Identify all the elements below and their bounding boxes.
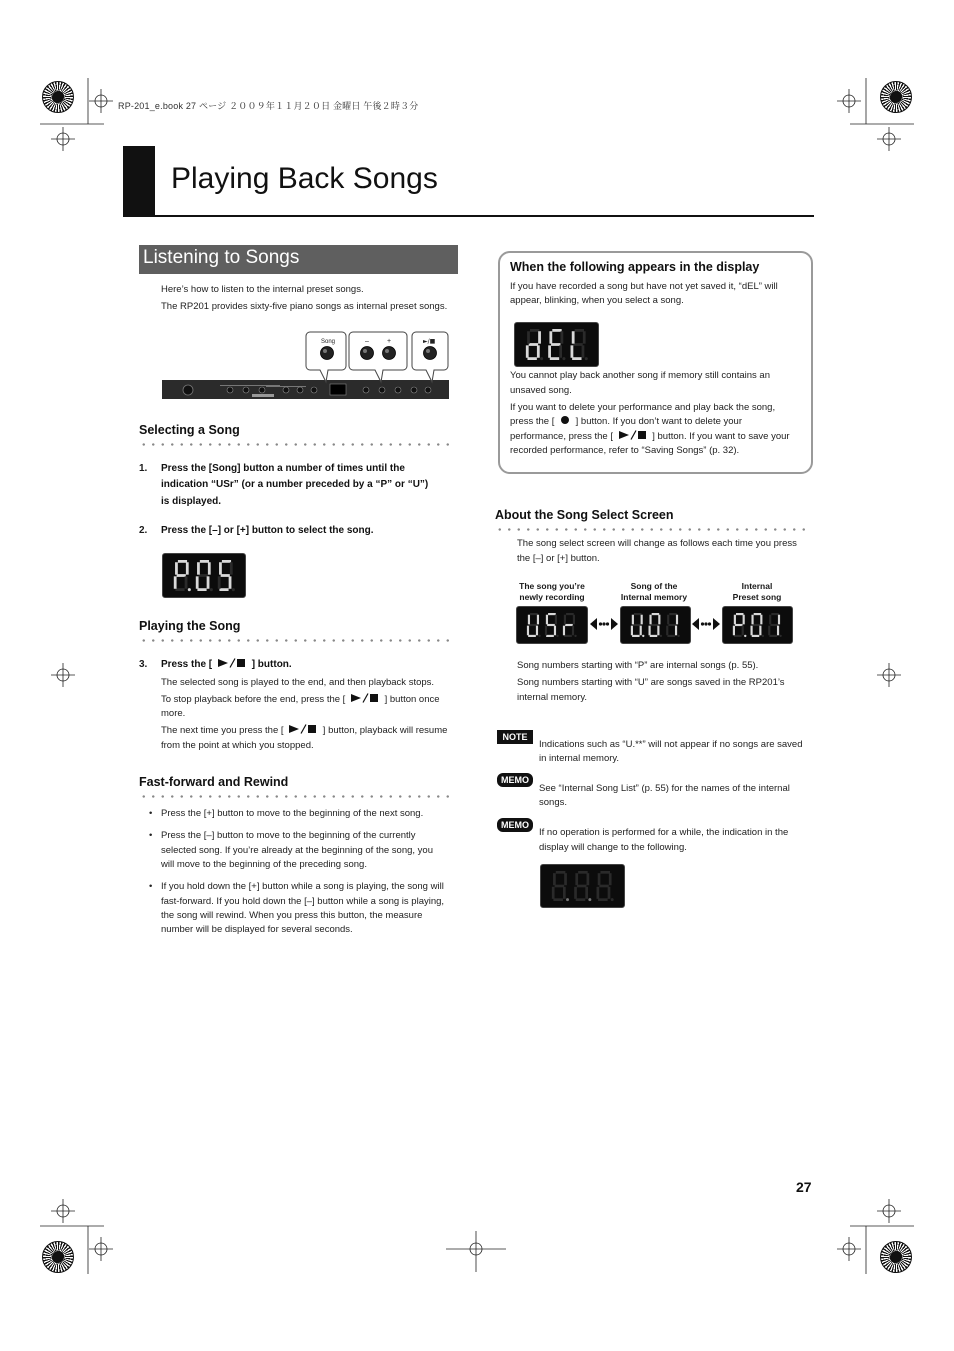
select-note-1: Song numbers starting with “P” are internal songs (p. 55). <box>517 660 759 671</box>
segment-c <box>608 887 611 899</box>
segment-c <box>657 626 659 636</box>
segment-b <box>208 562 211 574</box>
segment-f <box>734 615 736 625</box>
panel-illustration <box>160 328 460 408</box>
box-heading: When the following appears in the display <box>510 260 760 274</box>
segment-f <box>527 331 530 343</box>
box-p3-line-1: If you want to delete your performance and play back the song, <box>510 402 776 413</box>
segment-e <box>751 626 753 636</box>
double-arrow-icon <box>589 616 619 632</box>
decimal-point <box>232 588 235 591</box>
segment-g <box>565 624 573 626</box>
segment-g <box>177 574 186 577</box>
segment-f <box>564 615 566 625</box>
ff-bullet-3-line-2: fast-forward. If you hold down the [–] button while a song is playing, <box>161 896 445 907</box>
segment-c <box>537 345 540 357</box>
ff-bullet-3-line-3: the song will rewind. When you press this button, the measure <box>161 910 423 921</box>
note-line-1: Indications such as “U.**” will not appear if no songs are saved <box>539 739 803 750</box>
segment-b <box>743 615 745 625</box>
step-1-line-1: Press the [Song] button a number of times until the <box>161 463 405 474</box>
segment-a <box>200 560 209 563</box>
heading-ff-rewind: Fast-forward and Rewind <box>139 775 289 789</box>
select-note-2-line-1: Song numbers starting with “U” are songs saved in the RP201’s <box>517 677 785 688</box>
memo-1-line-2: songs. <box>539 797 567 808</box>
segment-a <box>556 871 566 874</box>
record-icon <box>557 415 573 425</box>
bullet-dot: • <box>149 808 153 819</box>
decimal-point <box>556 635 558 637</box>
segment-b <box>573 615 575 625</box>
segment-c <box>585 887 588 899</box>
playing-paragraph-2-post: ] button once <box>384 694 440 705</box>
decimal-point <box>588 898 591 901</box>
page-title: Playing Back Songs <box>171 162 438 195</box>
box-p2-line-1: You cannot play back another song if memory still contains an <box>510 370 770 381</box>
box-p2-line-2: unsaved song. <box>510 385 572 396</box>
decimal-point <box>574 635 576 637</box>
segment-d <box>197 588 206 591</box>
box-p3-line-3-pre: performance, press the [ <box>510 431 613 442</box>
step-3-text <box>161 657 292 674</box>
segment-g <box>770 624 777 626</box>
display-u01 <box>620 606 691 644</box>
segment-f <box>572 331 575 343</box>
segment-a <box>575 329 584 332</box>
decimal-point <box>562 357 565 360</box>
playing-paragraph-3-line-2: from the point at which you stopped. <box>161 740 314 751</box>
panel-minus-label: – <box>365 338 369 345</box>
decimal-point <box>611 898 614 901</box>
segment-g <box>599 885 609 888</box>
segment-c <box>559 345 562 357</box>
decimal-point <box>762 635 764 637</box>
segment-e <box>548 345 551 357</box>
segment-a <box>578 871 588 874</box>
segment-g <box>555 885 565 888</box>
memo-2-line-1: If no operation is performed for a while, the indication in the <box>539 827 789 838</box>
label-preset-song-line-1: Internal <box>741 581 773 591</box>
segment-a <box>530 613 538 615</box>
segment-a <box>552 329 561 332</box>
panel-song-label: Song <box>321 339 336 345</box>
segment-d <box>769 635 776 637</box>
segment-c <box>563 887 566 899</box>
segment-b <box>560 331 563 343</box>
segment-b <box>230 562 233 574</box>
ff-bullet-3-line-4: number will be displayed for several seconds. <box>161 924 353 935</box>
segment-b <box>609 873 612 885</box>
playing-paragraph-2-line-2: more. <box>161 708 186 719</box>
segment-b <box>537 615 539 625</box>
playing-paragraph-3-pre: The next time you press the [ <box>161 725 284 736</box>
play-stop-icon <box>286 724 320 734</box>
segment-g <box>735 624 742 626</box>
decimal-point <box>779 635 781 637</box>
label-newly-recording-line-2: newly recording <box>519 592 585 602</box>
segment-f <box>528 615 530 625</box>
memo-tag: MEMO <box>497 773 533 787</box>
play-stop-icon <box>616 430 650 440</box>
segment-e <box>218 576 221 588</box>
dotted-rule <box>139 639 455 642</box>
panel-plus-label: + <box>387 338 392 345</box>
segment-a <box>566 613 574 615</box>
segment-d <box>546 635 554 637</box>
playing-paragraph-2 <box>161 693 440 708</box>
segment-f <box>546 615 548 625</box>
segment-d <box>576 898 586 901</box>
segment-e <box>526 345 529 357</box>
segment-c <box>554 626 556 636</box>
segment-g <box>651 624 658 626</box>
segment-c <box>777 626 779 636</box>
box-p3-line-3 <box>510 430 790 445</box>
segment-d <box>598 898 608 901</box>
label-internal-memory-line-2: Internal memory <box>620 592 688 602</box>
intro-line-2: The RP201 provides sixty-five piano songs as internal preset songs. <box>161 301 448 312</box>
decimal-point <box>660 635 662 637</box>
step-3-text-post: ] button. <box>251 659 292 670</box>
segment-f <box>667 615 669 625</box>
segment-g <box>753 624 760 626</box>
segment-b <box>583 331 586 343</box>
segment-a <box>736 613 743 615</box>
bullet-dot: • <box>149 881 153 892</box>
segment-c <box>207 576 210 588</box>
segment-f <box>549 331 552 343</box>
segment-f <box>598 873 601 885</box>
segment-f <box>219 562 222 574</box>
segment-e <box>666 626 668 636</box>
label-preset-song <box>712 581 802 603</box>
segment-a <box>754 613 761 615</box>
decimal-point <box>210 588 213 591</box>
segment-b <box>676 615 678 625</box>
box-p3-line-2-pre: press the [ <box>510 416 555 427</box>
segment-a <box>548 613 556 615</box>
segment-c <box>675 626 677 636</box>
label-internal-memory-line-1: Song of the <box>630 581 678 591</box>
label-internal-memory <box>609 581 699 603</box>
ff-bullet-2-line-1: Press the [–] button to move to the beginning of the currently <box>161 830 416 841</box>
segment-c <box>759 626 761 636</box>
segment-e <box>733 626 735 636</box>
segment-e <box>574 887 577 899</box>
segment-c <box>229 576 232 588</box>
print-header: RP-201_e.book 27 ページ ２００９年１１月２０日 金曜日 午後２時３分 <box>118 101 419 111</box>
segment-e <box>649 626 651 636</box>
segment-c <box>536 626 538 636</box>
display-del <box>514 322 599 367</box>
step-1-number: 1. <box>139 463 148 474</box>
segment-g <box>633 624 640 626</box>
segment-c <box>742 626 744 636</box>
segment-a <box>600 871 610 874</box>
page-number: 27 <box>796 1179 812 1195</box>
segment-a <box>669 613 676 615</box>
display-p01 <box>722 606 793 644</box>
segment-e <box>174 576 177 588</box>
segment-g <box>221 574 230 577</box>
decimal-point <box>642 635 644 637</box>
select-intro-line-1: The song select screen will change as follows each time you press <box>517 538 797 549</box>
segment-g <box>547 624 555 626</box>
playing-paragraph-3-post: ] button, playback will resume <box>322 725 448 736</box>
segment-g <box>529 343 538 346</box>
segment-g <box>199 574 208 577</box>
segment-d <box>667 635 674 637</box>
decimal-point <box>540 357 543 360</box>
segment-g <box>529 624 537 626</box>
segment-c <box>640 626 642 636</box>
segment-c <box>572 626 574 636</box>
ff-bullet-2-line-2: selected song. If you’re already at the beginning of the song, you <box>161 845 433 856</box>
select-note-2-line-2: internal memory. <box>517 692 588 703</box>
label-preset-song-line-2: Preset song <box>732 592 782 602</box>
segment-a <box>634 613 641 615</box>
segment-a <box>652 613 659 615</box>
step-2-number: 2. <box>139 525 148 536</box>
segment-a <box>222 560 231 563</box>
box-p3-line-3-post: ] button. If you want to save your <box>652 431 790 442</box>
step-1-line-2: indication “USr” (or a number preceded by a “P” or “U”) <box>161 479 429 490</box>
step-2-text: Press the [–] or [+] button to select the song. <box>161 525 374 536</box>
segment-d <box>528 635 536 637</box>
segment-d <box>175 588 184 591</box>
heading-song-select: About the Song Select Screen <box>495 508 674 522</box>
select-intro-line-2: the [–] or [+] button. <box>517 553 600 564</box>
segment-g <box>551 343 560 346</box>
label-newly-recording <box>508 581 596 603</box>
segment-e <box>196 576 199 588</box>
box-p1-line-2: appear, blinking, when you select a song. <box>510 295 684 306</box>
segment-b <box>778 615 780 625</box>
segment-b <box>564 873 567 885</box>
segment-b <box>641 615 643 625</box>
heading-playing-song: Playing the Song <box>139 619 241 633</box>
segment-b <box>538 331 541 343</box>
title-rule <box>123 215 814 217</box>
display-usr <box>516 606 588 644</box>
segment-f <box>175 562 178 574</box>
segment-e <box>527 626 529 636</box>
note-tag: NOTE <box>497 730 533 744</box>
segment-f <box>197 562 200 574</box>
segment-e <box>571 345 574 357</box>
decimal-point <box>677 635 679 637</box>
segment-d <box>572 357 581 360</box>
box-p3-line-4: recorded performance, refer to “Saving Songs” (p. 32). <box>510 445 740 456</box>
segment-g <box>668 624 675 626</box>
decimal-point <box>188 588 191 591</box>
segment-c <box>582 345 585 357</box>
segment-f <box>649 615 651 625</box>
segment-e <box>631 626 633 636</box>
box-p1-line-1: If you have recorded a song but have not yet saved it, “dEL” will <box>510 281 778 292</box>
segment-d <box>752 635 759 637</box>
playing-paragraph-2-pre: To stop playback before the end, press the [ <box>161 694 346 705</box>
segment-d <box>734 635 741 637</box>
segment-d <box>632 635 639 637</box>
dotted-rule <box>495 528 811 531</box>
segment-d <box>553 898 563 901</box>
segment-f <box>575 873 578 885</box>
segment-a <box>178 560 187 563</box>
decimal-point <box>744 635 746 637</box>
segment-b <box>760 615 762 625</box>
segment-g <box>577 885 587 888</box>
ff-bullet-3-line-1: If you hold down the [+] button while a song is playing, the song will <box>161 881 444 892</box>
step-1-line-3: is displayed. <box>161 496 222 507</box>
note-line-2: in internal memory. <box>539 753 620 764</box>
memo-tag: MEMO <box>497 818 533 832</box>
display-888 <box>540 864 625 908</box>
play-stop-icon <box>348 693 382 703</box>
segment-f <box>553 873 556 885</box>
segment-e <box>545 626 547 636</box>
box-p3-line-2 <box>510 415 742 430</box>
segment-d <box>650 635 657 637</box>
display-p05 <box>162 553 246 598</box>
segment-b <box>186 562 189 574</box>
decimal-point <box>538 635 540 637</box>
ff-bullet-1-line-1: Press the [+] button to move to the beginning of the next song. <box>161 808 424 819</box>
play-stop-icon <box>215 658 249 668</box>
segment-a <box>530 329 539 332</box>
decimal-point <box>566 898 569 901</box>
heading-selecting-song: Selecting a Song <box>139 423 240 437</box>
double-arrow-icon <box>691 616 721 632</box>
segment-e <box>552 887 555 899</box>
segment-f <box>751 615 753 625</box>
section-title: Listening to Songs <box>143 247 300 268</box>
segment-d <box>564 635 572 637</box>
segment-d <box>527 357 536 360</box>
box-p3-line-2-post: ] button. If you don’t want to delete your <box>575 416 742 427</box>
step-3-number: 3. <box>139 659 148 670</box>
playing-paragraph-1: The selected song is played to the end, and then playback stops. <box>161 677 435 688</box>
playing-paragraph-3 <box>161 724 447 739</box>
segment-g <box>573 343 582 346</box>
memo-2-line-2: display will change to the following. <box>539 842 687 853</box>
segment-e <box>768 626 770 636</box>
dotted-rule <box>139 795 455 798</box>
segment-e <box>563 626 565 636</box>
segment-b <box>658 615 660 625</box>
segment-f <box>632 615 634 625</box>
title-bar <box>123 146 155 216</box>
bullet-dot: • <box>149 830 153 841</box>
intro-line-1: Here’s how to listen to the internal preset songs. <box>161 284 364 295</box>
ff-bullet-2-line-3: will move to the beginning of the preceding song. <box>161 859 367 870</box>
segment-b <box>555 615 557 625</box>
segment-f <box>769 615 771 625</box>
panel-play-label: ►/■ <box>423 338 436 345</box>
segment-b <box>587 873 590 885</box>
dotted-rule <box>139 443 455 446</box>
segment-e <box>597 887 600 899</box>
label-newly-recording-line-1: The song you’re <box>519 581 585 591</box>
step-3-text-pre: Press the [ <box>161 659 213 670</box>
segment-c <box>185 576 188 588</box>
decimal-point <box>585 357 588 360</box>
segment-d <box>219 588 228 591</box>
memo-1-line-1: See “Internal Song List” (p. 55) for the names of the internal <box>539 783 790 794</box>
segment-d <box>550 357 559 360</box>
segment-a <box>771 613 778 615</box>
